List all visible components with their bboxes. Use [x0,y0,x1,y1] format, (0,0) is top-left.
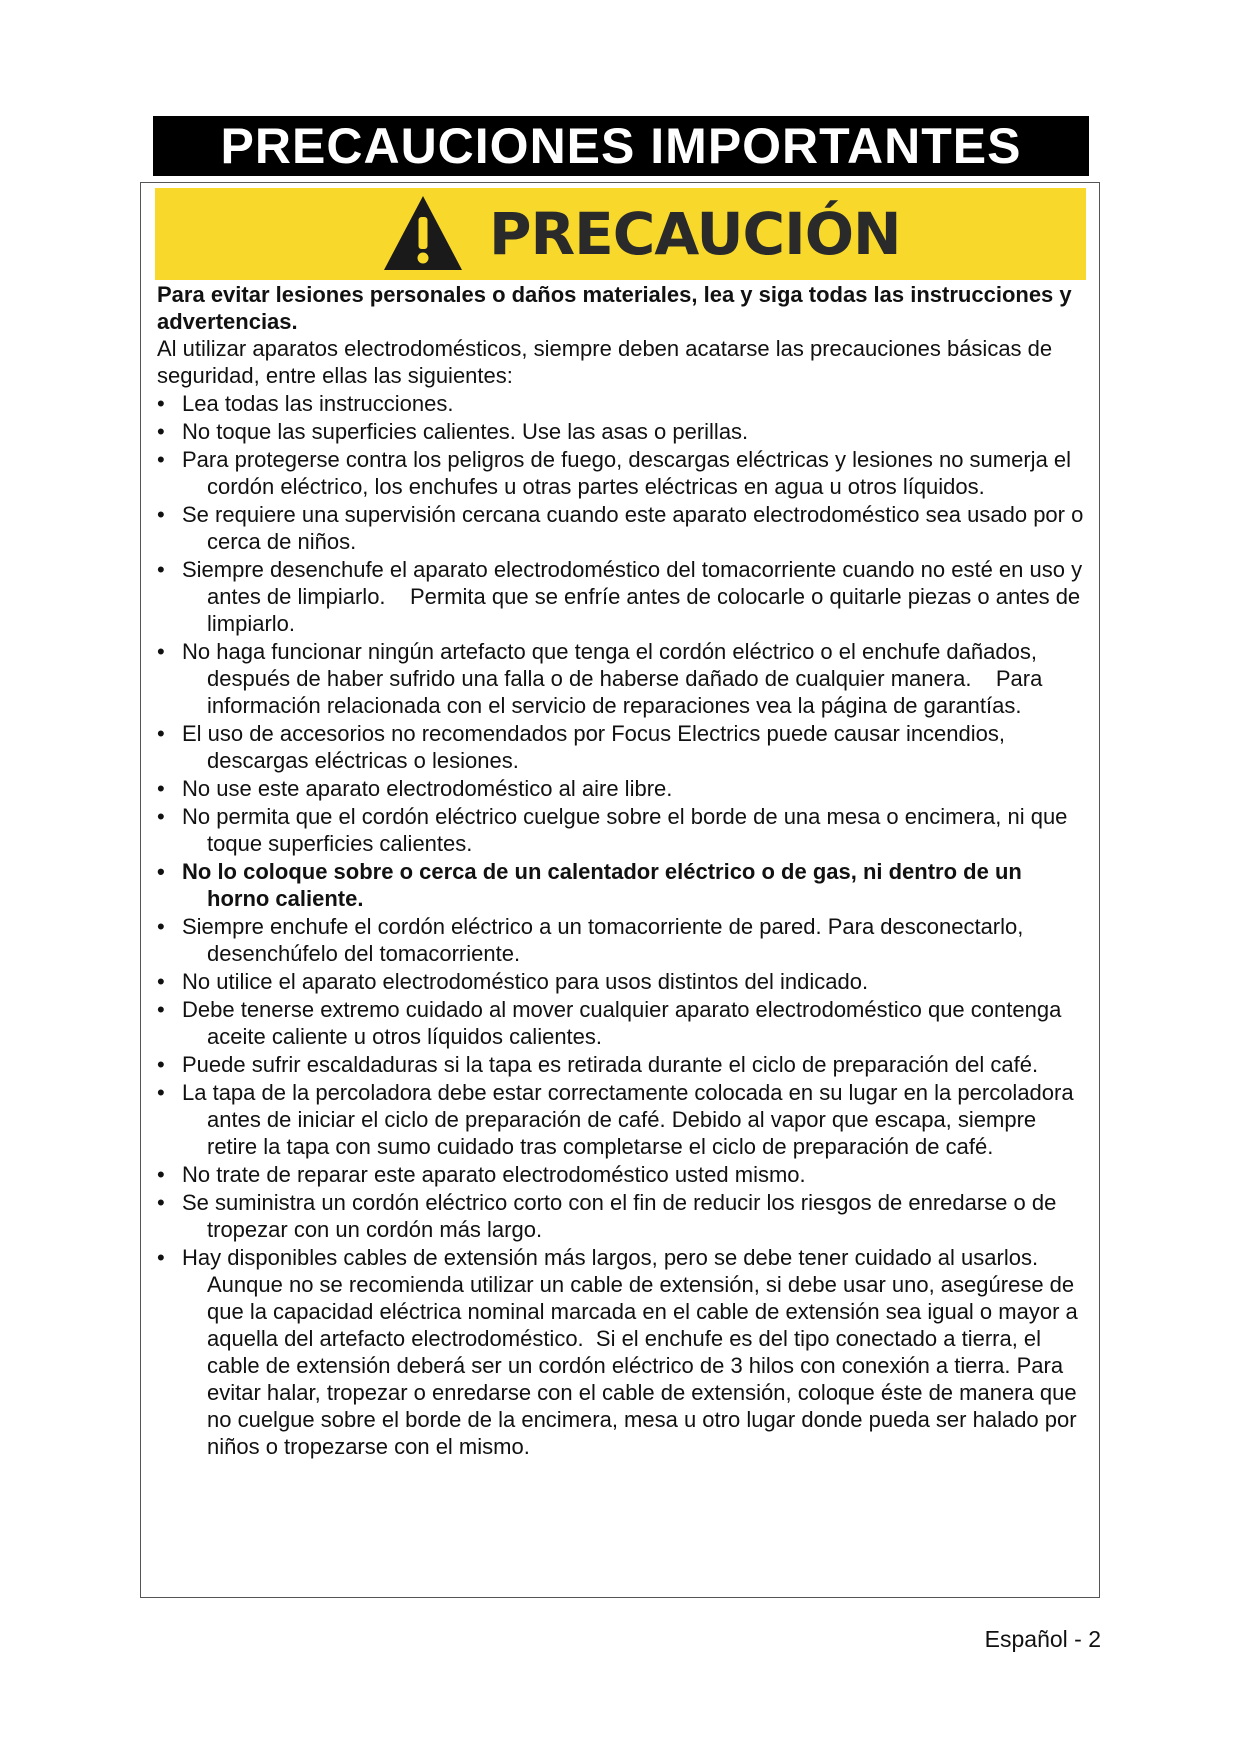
list-item [157,803,1087,857]
list-item-text: No haga funcionar ningún artefacto que tenga el cordón eléctrico o el enchufe dañados, después de haber sufrido una falla o de haberse dañado de cualquier manera. Para información relacionada con el servicio de reparaciones vea la página de garantías. [182,639,1049,718]
bullet-icon: • [157,391,165,416]
caution-word: PRECAUCIÓN [489,200,901,268]
bullet-icon: • [157,502,165,527]
bullet-icon: • [157,557,165,582]
list-item [157,501,1090,555]
caution-banner [155,188,1086,280]
bullet-icon: • [157,447,165,472]
bullet-icon: • [157,969,165,994]
list-item [157,556,1087,637]
list-item-text: Siempre desenchufe el aparato electrodoméstico del tomacorriente cuando no esté en uso y antes de limpiarlo. Permita que se enfríe antes de colocarle o quitarle piezas o antes de limpiarlo. [182,557,1089,636]
list-item-text: Se requiere una supervisión cercana cuando este aparato electrodoméstico sea usado por o cerca de niños. [182,502,1090,554]
warning-triangle-icon [381,193,465,273]
precautions-content [157,281,1090,1460]
list-item [157,858,1087,912]
list-item-text: Se suministra un cordón eléctrico corto con el fin de reducir los riesgos de enredarse o de tropezar con un cordón más largo. [182,1190,1063,1242]
bullet-icon: • [157,914,165,939]
bullet-icon: • [157,997,165,1022]
list-item-text: La tapa de la percoladora debe estar correctamente colocada en su lugar en la percoladora antes de iniciar el ciclo de preparación de café. Debido al vapor que escapa, siempre retire la tapa con sumo cuidado tras completarse el ciclo de preparación de café. [182,1080,1080,1159]
list-item-text: Hay disponibles cables de extensión más largos, pero se debe tener cuidado al usarlos. Aunque no se recomienda utilizar un cable de extensión, si debe usar uno, asegúrese de que la capacidad eléctrica nominal marcada en el cable de extensión sea igual o mayor a aquella del artefacto electrodoméstico. Si el enchufe es del tipo conectado a tierra, el cable de extensión deberá ser un cordón eléctrico de 3 hilos con conexión a tierra. Para evitar halar, tropezar o enredarse con el cable de extensión, coloque éste de manera que no cuelgue sobre el borde de la encimera, mesa u otro lugar donde pueda ser halado por niños o tropezarse con el mismo. [182,1245,1084,1459]
list-item-text: No permita que el cordón eléctrico cuelgue sobre el borde de una mesa o encimera, ni que toque superficies calientes. [182,804,1074,856]
list-item [157,1189,1087,1243]
list-item [157,446,1087,500]
list-item [157,1051,1087,1078]
list-item [157,1079,1087,1160]
bullet-icon: • [157,639,165,664]
page-footer: Español - 2 [984,1626,1101,1652]
list-item-text: No utilice el aparato electrodoméstico para usos distintos del indicado. [182,969,869,994]
list-item-text: Puede sufrir escaldaduras si la tapa es retirada durante el ciclo de preparación del café. [182,1052,1039,1077]
bullet-icon: • [157,1190,165,1215]
list-item [157,913,1087,967]
bullet-icon: • [157,419,165,444]
list-item-text: Lea todas las instrucciones. [182,391,454,416]
bullet-icon: • [157,1162,165,1187]
list-item-text: Siempre enchufe el cordón eléctrico a un tomacorriente de pared. Para desconectarlo, desenchúfelo del tomacorriente. [182,914,1030,966]
bullet-icon: • [157,804,165,829]
list-item [157,996,1087,1050]
bullet-icon: • [157,1052,165,1077]
list-item [157,720,1087,774]
list-item-text: No trate de reparar este aparato electrodoméstico usted mismo. [182,1162,806,1187]
list-item [157,775,1087,802]
precaution-list [157,390,1090,1460]
list-item [157,638,1087,719]
list-item-text: El uso de accesorios no recomendados por Focus Electrics puede causar incendios, descargas eléctricas o lesiones. [182,721,1012,773]
list-item-text: Para protegerse contra los peligros de fuego, descargas eléctricas y lesiones no sumerja el cordón eléctrico, los enchufes u otras partes eléctricas en agua u otros líquidos. [182,447,1078,499]
list-item [157,418,1087,445]
list-item-text: No use este aparato electrodoméstico al aire libre. [182,776,673,801]
list-item [157,1161,1087,1188]
bullet-icon: • [157,776,165,801]
bullet-icon: • [157,1080,165,1105]
list-item [157,968,1087,995]
list-item-text: No toque las superficies calientes. Use las asas o perillas. [182,419,749,444]
list-item [157,1244,1087,1460]
bullet-icon: • [157,721,165,746]
bullet-icon: • [157,859,165,884]
page-title: PRECAUCIONES IMPORTANTES [153,116,1089,176]
lead-warning: Para evitar lesiones personales o daños materiales, lea y siga todas las instrucciones y advertencias. [157,282,1072,334]
list-item [157,390,1087,417]
bullet-icon: • [157,1245,165,1270]
intro-text: Al utilizar aparatos electrodomésticos, siempre deben acatarse las precauciones básicas de seguridad, entre ellas las siguientes: [157,336,1053,388]
list-item-text: Debe tenerse extremo cuidado al mover cualquier aparato electrodoméstico que contenga aceite caliente u otros líquidos calientes. [182,997,1068,1049]
list-item-text: No lo coloque sobre o cerca de un calentador eléctrico o de gas, ni dentro de un horno caliente. [182,859,1028,911]
